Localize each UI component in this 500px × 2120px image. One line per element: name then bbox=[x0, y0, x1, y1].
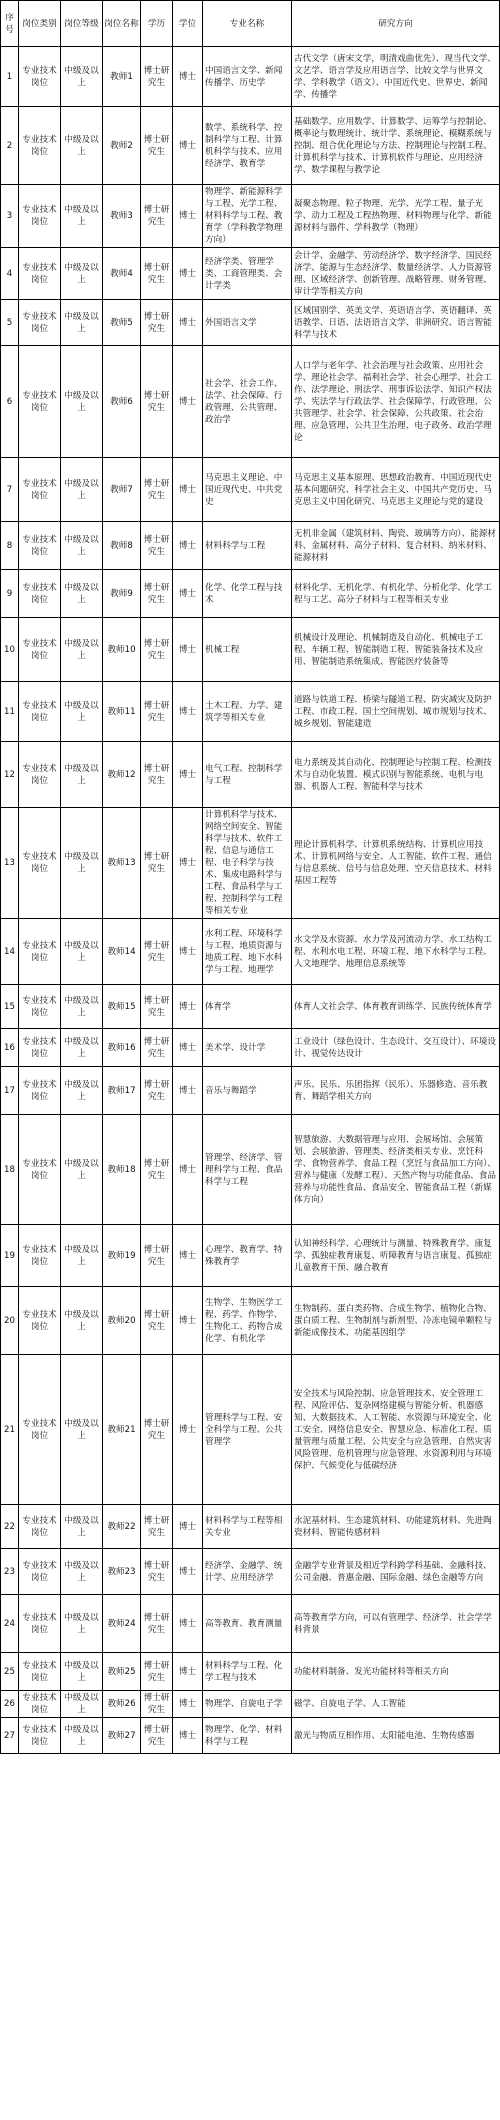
row-post-name: 教师12 bbox=[103, 742, 141, 808]
row-level: 中级及以上 bbox=[61, 1287, 103, 1355]
row-direction: 古代文学（唐宋文学，明清戏曲优先）、现当代文学、文艺学、语言学及应用语言学、比较文学与世界文学、学科教学（语文）、中国近代史、世界史、新闻学、传播学 bbox=[292, 47, 500, 107]
row-level: 中级及以上 bbox=[61, 1595, 103, 1653]
table-row bbox=[1, 1653, 500, 1691]
table-body bbox=[1, 47, 500, 1754]
row-education: 博士研究生 bbox=[141, 808, 173, 919]
row-post-name: 教师13 bbox=[103, 808, 141, 919]
header-level: 岗位等级 bbox=[61, 1, 103, 47]
row-level: 中级及以上 bbox=[61, 1225, 103, 1287]
header-direction: 研究方向 bbox=[292, 1, 500, 47]
row-education: 博士研究生 bbox=[141, 1653, 173, 1691]
row-level: 中级及以上 bbox=[61, 1691, 103, 1718]
row-category: 专业技术岗位 bbox=[19, 1653, 61, 1691]
table-row bbox=[1, 1287, 500, 1355]
row-no: 1 bbox=[1, 47, 19, 107]
row-level: 中级及以上 bbox=[61, 1355, 103, 1505]
table-row bbox=[1, 1549, 500, 1595]
row-category: 专业技术岗位 bbox=[19, 1029, 61, 1067]
row-education: 博士研究生 bbox=[141, 346, 173, 458]
row-major: 音乐与舞蹈学 bbox=[203, 1067, 292, 1115]
row-level: 中级及以上 bbox=[61, 1549, 103, 1595]
row-category: 专业技术岗位 bbox=[19, 47, 61, 107]
row-degree: 博士 bbox=[173, 300, 203, 346]
row-major: 机械工程 bbox=[203, 618, 292, 682]
row-level: 中级及以上 bbox=[61, 1067, 103, 1115]
row-no: 18 bbox=[1, 1115, 19, 1225]
table-row bbox=[1, 808, 500, 919]
table-row bbox=[1, 458, 500, 522]
row-education: 博士研究生 bbox=[141, 1505, 173, 1549]
header-degree: 学位 bbox=[173, 1, 203, 47]
row-major: 计算机科学与技术、网络空间安全、智能科学与技术、软件工程、信息与通信工程、电子科学与技术、集成电路科学与工程、食品科学与工程、控制科学与工程等相关专业 bbox=[203, 808, 292, 919]
row-post-name: 教师26 bbox=[103, 1691, 141, 1718]
table-row bbox=[1, 985, 500, 1029]
row-post-name: 教师19 bbox=[103, 1225, 141, 1287]
table-row bbox=[1, 346, 500, 458]
row-category: 专业技术岗位 bbox=[19, 808, 61, 919]
row-category: 专业技术岗位 bbox=[19, 919, 61, 985]
row-major: 管理学、经济学、管理科学与工程、食品科学与工程 bbox=[203, 1115, 292, 1225]
row-education: 博士研究生 bbox=[141, 1595, 173, 1653]
row-level: 中级及以上 bbox=[61, 107, 103, 185]
row-degree: 博士 bbox=[173, 1355, 203, 1505]
row-no: 10 bbox=[1, 618, 19, 682]
row-degree: 博士 bbox=[173, 570, 203, 618]
row-degree: 博士 bbox=[173, 346, 203, 458]
row-level: 中级及以上 bbox=[61, 185, 103, 248]
row-level: 中级及以上 bbox=[61, 346, 103, 458]
row-post-name: 教师6 bbox=[103, 346, 141, 458]
row-no: 19 bbox=[1, 1225, 19, 1287]
row-category: 专业技术岗位 bbox=[19, 1505, 61, 1549]
row-no: 22 bbox=[1, 1505, 19, 1549]
row-major: 物理学、新能源科学与工程、光学工程、材料科学与工程、教育学（学科教学物理方向） bbox=[203, 185, 292, 248]
row-degree: 博士 bbox=[173, 107, 203, 185]
row-degree: 博士 bbox=[173, 185, 203, 248]
row-degree: 博士 bbox=[173, 618, 203, 682]
row-post-name: 教师25 bbox=[103, 1653, 141, 1691]
row-no: 2 bbox=[1, 107, 19, 185]
table-row bbox=[1, 300, 500, 346]
row-category: 专业技术岗位 bbox=[19, 1067, 61, 1115]
row-level: 中级及以上 bbox=[61, 522, 103, 570]
row-direction: 区域国别学、英美文学、英语语言学、英语翻译、英语教学、日语、法语语言文学、非洲研究、语言智能科学与技术 bbox=[292, 300, 500, 346]
table-row bbox=[1, 107, 500, 185]
row-no: 15 bbox=[1, 985, 19, 1029]
table-row bbox=[1, 1115, 500, 1225]
row-major: 经济学类、管理学类、工商管理类、会计学类 bbox=[203, 248, 292, 300]
row-education: 博士研究生 bbox=[141, 985, 173, 1029]
row-post-name: 教师4 bbox=[103, 248, 141, 300]
row-no: 17 bbox=[1, 1067, 19, 1115]
row-post-name: 教师3 bbox=[103, 185, 141, 248]
row-no: 9 bbox=[1, 570, 19, 618]
row-major: 经济学、金融学、统计学、应用经济学 bbox=[203, 1549, 292, 1595]
row-major: 物理学、自旋电子学 bbox=[203, 1691, 292, 1718]
row-post-name: 教师14 bbox=[103, 919, 141, 985]
row-major: 美术学、设计学 bbox=[203, 1029, 292, 1067]
row-direction: 安全技术与风险控制、应急管理技术、安全管理工程、风险评估、复杂网络建模与智能分析、机器感知、大数据技术、人工智能、水资源与环境安全、化工安全、网络信息安全、智慧应急、标准化工程、质量管理与质量工程、公共安全与应急管理、自然灾害风险管理、危机管理与应急管理、水资源利用与环境保护、气候变化与低碳经济 bbox=[292, 1355, 500, 1505]
row-major: 材料科学与工程、化学工程与技术 bbox=[203, 1653, 292, 1691]
row-category: 专业技术岗位 bbox=[19, 107, 61, 185]
table-row bbox=[1, 522, 500, 570]
row-post-name: 教师18 bbox=[103, 1115, 141, 1225]
table-row bbox=[1, 1718, 500, 1754]
row-category: 专业技术岗位 bbox=[19, 346, 61, 458]
row-no: 13 bbox=[1, 808, 19, 919]
row-post-name: 教师7 bbox=[103, 458, 141, 522]
row-degree: 博士 bbox=[173, 1595, 203, 1653]
row-education: 博士研究生 bbox=[141, 1549, 173, 1595]
row-education: 博士研究生 bbox=[141, 47, 173, 107]
row-major: 材料科学与工程 bbox=[203, 522, 292, 570]
row-education: 博士研究生 bbox=[141, 1355, 173, 1505]
row-category: 专业技术岗位 bbox=[19, 1691, 61, 1718]
row-level: 中级及以上 bbox=[61, 808, 103, 919]
row-direction: 会计学、金融学、劳动经济学、数字经济学、国民经济学、能源与生态经济学、数量经济学、人力资源管理、区域经济学、创新管理、战略管理、财务管理、审计学等相关方向 bbox=[292, 248, 500, 300]
row-post-name: 教师16 bbox=[103, 1029, 141, 1067]
table-row bbox=[1, 47, 500, 107]
row-direction: 认知神经科学、心理统计与测量、特殊教育学、康复学、孤独症教育康复、听障教育与语言康复、孤独症儿童教育干预、融合教育 bbox=[292, 1225, 500, 1287]
row-no: 5 bbox=[1, 300, 19, 346]
row-category: 专业技术岗位 bbox=[19, 300, 61, 346]
table-row bbox=[1, 1595, 500, 1653]
table-row bbox=[1, 1505, 500, 1549]
row-education: 博士研究生 bbox=[141, 618, 173, 682]
row-category: 专业技术岗位 bbox=[19, 1287, 61, 1355]
row-post-name: 教师17 bbox=[103, 1067, 141, 1115]
row-category: 专业技术岗位 bbox=[19, 1549, 61, 1595]
row-post-name: 教师23 bbox=[103, 1549, 141, 1595]
row-major: 社会学、社会工作、法学、社会保障、行政管理、公共管理、政治学 bbox=[203, 346, 292, 458]
row-direction: 人口学与老年学、社会治理与社会政策、应用社会学、理论社会学、福利社会学、社会心理学、社会工作、法学理论、刑法学、刑事诉讼法学、知识产权法学、宪法学与行政法学、社会保障学、行政管理、公共管理学、社会学、社会保障、公共政策、社会治理、应急管理、公共卫生治理、电子政务、政治学理论 bbox=[292, 346, 500, 458]
row-category: 专业技术岗位 bbox=[19, 570, 61, 618]
row-direction: 智慧旅游、大数据管理与应用、会展场馆、会展策划、会展旅游、管理类、经济类相关专业、烹饪科学、食物营养学、食品工程（烹饪与食品加工方向）、营养与健康（发酵工程）、天然产物与功能食品、食品营养与功能性食品、食品安全、智能食品工程（新媒体方向） bbox=[292, 1115, 500, 1225]
row-degree: 博士 bbox=[173, 985, 203, 1029]
row-degree: 博士 bbox=[173, 1225, 203, 1287]
row-no: 26 bbox=[1, 1691, 19, 1718]
row-education: 博士研究生 bbox=[141, 570, 173, 618]
row-category: 专业技术岗位 bbox=[19, 1595, 61, 1653]
row-direction: 无机非金属（建筑材料、陶瓷、玻璃等方向）、能源材料、金属材料、高分子材料、复合材料、纳米材料、能源材料 bbox=[292, 522, 500, 570]
row-direction: 水泥基材料、生态建筑材料、功能建筑材料、先进陶瓷材料、智能传感材料 bbox=[292, 1505, 500, 1549]
row-level: 中级及以上 bbox=[61, 1718, 103, 1754]
row-post-name: 教师21 bbox=[103, 1355, 141, 1505]
row-no: 20 bbox=[1, 1287, 19, 1355]
row-post-name: 教师20 bbox=[103, 1287, 141, 1355]
row-education: 博士研究生 bbox=[141, 1225, 173, 1287]
row-degree: 博士 bbox=[173, 1505, 203, 1549]
row-post-name: 教师10 bbox=[103, 618, 141, 682]
row-level: 中级及以上 bbox=[61, 1653, 103, 1691]
row-major: 马克思主义理论、中国近现代史、中共党史 bbox=[203, 458, 292, 522]
table-row bbox=[1, 570, 500, 618]
table-row bbox=[1, 618, 500, 682]
row-degree: 博士 bbox=[173, 1067, 203, 1115]
row-no: 24 bbox=[1, 1595, 19, 1653]
row-degree: 博士 bbox=[173, 742, 203, 808]
row-education: 博士研究生 bbox=[141, 522, 173, 570]
row-post-name: 教师15 bbox=[103, 985, 141, 1029]
row-direction: 生物制药、蛋白类药物、合成生物学、植物化合物、蛋白质工程、生物制剂与新剂型、冷冻电镜单颗粒与新能成像技术、功能基因组学 bbox=[292, 1287, 500, 1355]
row-direction: 道路与铁道工程、桥梁与隧道工程、防灾减灾及防护工程、市政工程、国土空间规划、城市规划与技术、城乡规划、智能建造 bbox=[292, 682, 500, 742]
row-education: 博士研究生 bbox=[141, 1718, 173, 1754]
header-major: 专业名称 bbox=[203, 1, 292, 47]
row-education: 博士研究生 bbox=[141, 458, 173, 522]
row-degree: 博士 bbox=[173, 47, 203, 107]
row-no: 7 bbox=[1, 458, 19, 522]
row-level: 中级及以上 bbox=[61, 985, 103, 1029]
header-row bbox=[1, 1, 500, 47]
row-education: 博士研究生 bbox=[141, 300, 173, 346]
row-no: 23 bbox=[1, 1549, 19, 1595]
row-education: 博士研究生 bbox=[141, 1115, 173, 1225]
row-post-name: 教师8 bbox=[103, 522, 141, 570]
row-degree: 博士 bbox=[173, 919, 203, 985]
row-direction: 功能材料制备、发光功能材料等相关方向 bbox=[292, 1653, 500, 1691]
row-degree: 博士 bbox=[173, 1029, 203, 1067]
row-major: 物理学、化学、材料科学与工程 bbox=[203, 1718, 292, 1754]
table-row bbox=[1, 742, 500, 808]
header-education: 学历 bbox=[141, 1, 173, 47]
row-degree: 博士 bbox=[173, 1718, 203, 1754]
row-degree: 博士 bbox=[173, 1549, 203, 1595]
row-education: 博士研究生 bbox=[141, 682, 173, 742]
row-level: 中级及以上 bbox=[61, 1115, 103, 1225]
row-no: 16 bbox=[1, 1029, 19, 1067]
row-level: 中级及以上 bbox=[61, 682, 103, 742]
table-row bbox=[1, 1355, 500, 1505]
row-level: 中级及以上 bbox=[61, 570, 103, 618]
row-degree: 博士 bbox=[173, 1287, 203, 1355]
row-level: 中级及以上 bbox=[61, 1505, 103, 1549]
row-direction: 机械设计及理论、机械制造及自动化、机械电子工程、车辆工程、智能制造工程、智能装备技术及应用、智能制造系统集成、智能医疗装备等 bbox=[292, 618, 500, 682]
row-category: 专业技术岗位 bbox=[19, 185, 61, 248]
header-name: 岗位名称 bbox=[103, 1, 141, 47]
row-degree: 博士 bbox=[173, 808, 203, 919]
row-major: 材料科学与工程等相关专业 bbox=[203, 1505, 292, 1549]
table-row bbox=[1, 185, 500, 248]
row-major: 高等教育、教育测量 bbox=[203, 1595, 292, 1653]
row-category: 专业技术岗位 bbox=[19, 742, 61, 808]
row-major: 水利工程、环境科学与工程、地质资源与地质工程、地下水科学与工程、地理学 bbox=[203, 919, 292, 985]
row-degree: 博士 bbox=[173, 1653, 203, 1691]
row-level: 中级及以上 bbox=[61, 248, 103, 300]
row-major: 心理学、教育学、特殊教育学 bbox=[203, 1225, 292, 1287]
row-no: 4 bbox=[1, 248, 19, 300]
row-direction: 激光与物质互相作用、太阳能电池、生物传感器 bbox=[292, 1718, 500, 1754]
row-post-name: 教师9 bbox=[103, 570, 141, 618]
row-direction: 材料化学、无机化学、有机化学、分析化学、化学工程与工艺、高分子材料与工程等相关专业 bbox=[292, 570, 500, 618]
row-level: 中级及以上 bbox=[61, 919, 103, 985]
row-post-name: 教师2 bbox=[103, 107, 141, 185]
row-category: 专业技术岗位 bbox=[19, 458, 61, 522]
table-row bbox=[1, 1067, 500, 1115]
row-major: 土木工程、力学、建筑学等相关专业 bbox=[203, 682, 292, 742]
row-direction: 凝聚态物理、粒子物理、光学、光学工程、量子光学、动力工程及工程热物理、材料物理与化学、新能源材料与器件、学科教学（物理） bbox=[292, 185, 500, 248]
row-category: 专业技术岗位 bbox=[19, 1225, 61, 1287]
row-education: 博士研究生 bbox=[141, 248, 173, 300]
row-no: 3 bbox=[1, 185, 19, 248]
row-direction: 基础数学、应用数学、计算数学、运筹学与控制论、概率论与数理统计、统计学、系统理论、模糊系统与控制、组合优化理论与方法、控制理论与控制工程、计算机科学与技术、计算机软件与理论、应用经济学、数学课程与教学论 bbox=[292, 107, 500, 185]
table-row bbox=[1, 919, 500, 985]
row-level: 中级及以上 bbox=[61, 1029, 103, 1067]
row-no: 6 bbox=[1, 346, 19, 458]
row-category: 专业技术岗位 bbox=[19, 618, 61, 682]
row-education: 博士研究生 bbox=[141, 107, 173, 185]
row-major: 电气工程、控制科学与工程 bbox=[203, 742, 292, 808]
row-level: 中级及以上 bbox=[61, 618, 103, 682]
row-post-name: 教师1 bbox=[103, 47, 141, 107]
row-post-name: 教师22 bbox=[103, 1505, 141, 1549]
row-degree: 博士 bbox=[173, 682, 203, 742]
row-category: 专业技术岗位 bbox=[19, 1115, 61, 1225]
table-row bbox=[1, 1691, 500, 1718]
row-level: 中级及以上 bbox=[61, 458, 103, 522]
row-category: 专业技术岗位 bbox=[19, 248, 61, 300]
row-direction: 工业设计（绿色设计、生态设计、交互设计）、环境设计、视觉传达设计 bbox=[292, 1029, 500, 1067]
row-major: 中国语言文学、新闻传播学、历史学 bbox=[203, 47, 292, 107]
row-direction: 高等教育学方向，可以有管理学、经济学、社会学学科背景 bbox=[292, 1595, 500, 1653]
row-no: 8 bbox=[1, 522, 19, 570]
row-degree: 博士 bbox=[173, 458, 203, 522]
row-level: 中级及以上 bbox=[61, 300, 103, 346]
table-row bbox=[1, 1225, 500, 1287]
row-category: 专业技术岗位 bbox=[19, 682, 61, 742]
row-degree: 博士 bbox=[173, 1691, 203, 1718]
row-level: 中级及以上 bbox=[61, 47, 103, 107]
row-education: 博士研究生 bbox=[141, 742, 173, 808]
header-category: 岗位类别 bbox=[19, 1, 61, 47]
header-no: 序号 bbox=[1, 1, 19, 47]
row-major: 数学、系统科学、控制科学与工程、计算机科学与技术、应用经济学、教育学 bbox=[203, 107, 292, 185]
row-degree: 博士 bbox=[173, 522, 203, 570]
row-major: 外国语言文学 bbox=[203, 300, 292, 346]
row-direction: 声乐、民乐、乐团指挥（民乐）、乐器修造、音乐教育、舞蹈学相关方向 bbox=[292, 1067, 500, 1115]
row-post-name: 教师5 bbox=[103, 300, 141, 346]
row-no: 21 bbox=[1, 1355, 19, 1505]
row-direction: 马克思主义基本原理、思想政治教育、中国近现代史基本问题研究、科学社会主义、中国共产党历史、马克思主义中国化研究、马克思主义理论与党的建设 bbox=[292, 458, 500, 522]
row-post-name: 教师11 bbox=[103, 682, 141, 742]
row-level: 中级及以上 bbox=[61, 742, 103, 808]
row-no: 27 bbox=[1, 1718, 19, 1754]
row-education: 博士研究生 bbox=[141, 919, 173, 985]
row-no: 12 bbox=[1, 742, 19, 808]
row-degree: 博士 bbox=[173, 1115, 203, 1225]
row-major: 体育学 bbox=[203, 985, 292, 1029]
row-education: 博士研究生 bbox=[141, 185, 173, 248]
row-category: 专业技术岗位 bbox=[19, 1355, 61, 1505]
row-direction: 金融学专业背景及相近学科跨学科基础、金融科技、公司金融、普惠金融、国际金融、绿色金融等方向 bbox=[292, 1549, 500, 1595]
row-direction: 体育人文社会学、体育教育训练学、民族传统体育学 bbox=[292, 985, 500, 1029]
row-education: 博士研究生 bbox=[141, 1029, 173, 1067]
row-direction: 理论计算机科学、计算机系统结构、计算机应用技术、计算机网络与安全、人工智能、软件工程、通信与信息系统、信号与信息处理、空天信息技术、材料基因工程等 bbox=[292, 808, 500, 919]
row-education: 博士研究生 bbox=[141, 1067, 173, 1115]
row-education: 博士研究生 bbox=[141, 1287, 173, 1355]
row-no: 14 bbox=[1, 919, 19, 985]
row-major: 化学、化学工程与技术 bbox=[203, 570, 292, 618]
row-education: 博士研究生 bbox=[141, 1691, 173, 1718]
row-major: 管理科学与工程、安全科学与工程、公共管理学 bbox=[203, 1355, 292, 1505]
row-category: 专业技术岗位 bbox=[19, 1718, 61, 1754]
table-row bbox=[1, 682, 500, 742]
row-no: 11 bbox=[1, 682, 19, 742]
row-category: 专业技术岗位 bbox=[19, 985, 61, 1029]
row-direction: 水文学及水资源、水力学及河流动力学、水工结构工程、水利水电工程、环境工程、地下水科学与工程、人文地理学、地理信息系统等 bbox=[292, 919, 500, 985]
table-row bbox=[1, 1029, 500, 1067]
row-no: 25 bbox=[1, 1653, 19, 1691]
table-row bbox=[1, 248, 500, 300]
row-category: 专业技术岗位 bbox=[19, 522, 61, 570]
row-major: 生物学、生物医学工程、药学、作物学、生物化工、药物合成化学、有机化学 bbox=[203, 1287, 292, 1355]
row-direction: 磁学、自旋电子学、人工智能 bbox=[292, 1691, 500, 1718]
row-post-name: 教师24 bbox=[103, 1595, 141, 1653]
row-degree: 博士 bbox=[173, 248, 203, 300]
row-post-name: 教师27 bbox=[103, 1718, 141, 1754]
row-direction: 电力系统及其自动化、控制理论与控制工程、检测技术与自动化装置、模式识别与智能系统、电机与电器、机器人工程、智能科学与技术 bbox=[292, 742, 500, 808]
